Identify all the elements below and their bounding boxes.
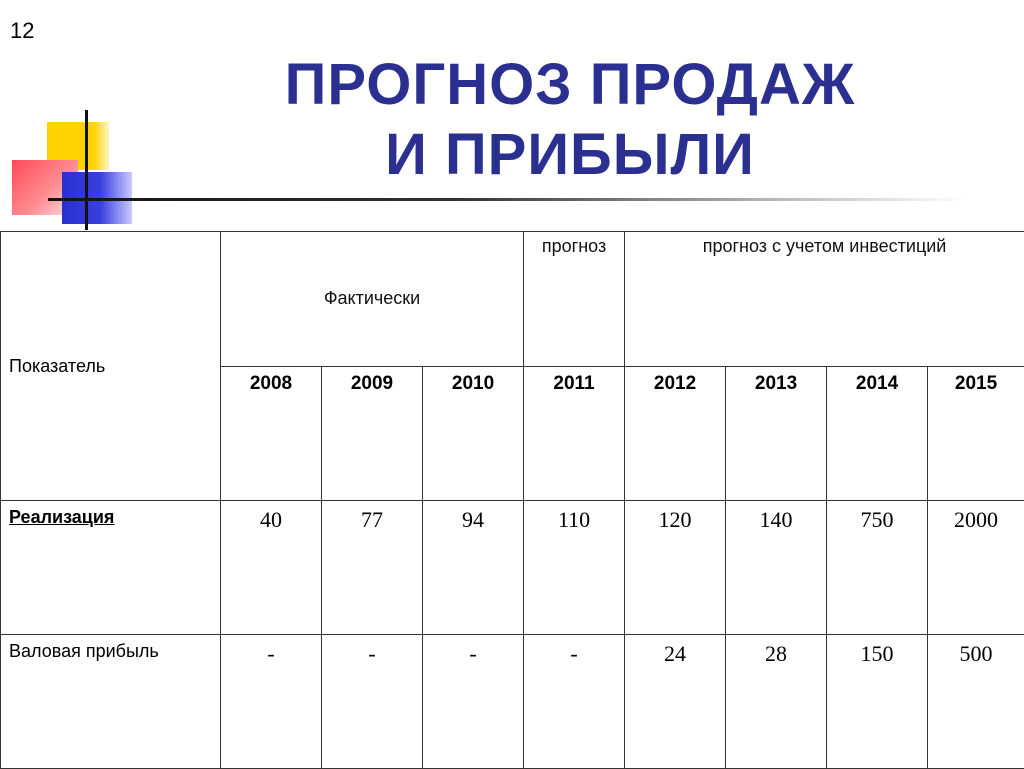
title-line-2: И ПРИБЫЛИ <box>240 120 900 190</box>
year-header: 2015 <box>928 367 1024 501</box>
row-label-text: Реализация <box>9 507 114 527</box>
year-header: 2009 <box>322 367 423 501</box>
table-cell: 94 <box>423 501 524 635</box>
year-header: 2008 <box>221 367 322 501</box>
table-cell: 2000 <box>928 501 1024 635</box>
group-forecast-invest-label: прогноз с учетом инвестиций <box>625 232 1024 257</box>
table-cell: 77 <box>322 501 423 635</box>
vertical-rule <box>85 110 88 230</box>
table-cell: 750 <box>827 501 928 635</box>
title-line-1: ПРОГНОЗ ПРОДАЖ <box>240 50 900 120</box>
year-header: 2011 <box>524 367 625 501</box>
group-forecast-label: прогноз <box>524 232 624 257</box>
page-title <box>240 50 900 190</box>
year-header: 2013 <box>726 367 827 501</box>
table-cell: 500 <box>928 635 1024 769</box>
table-cell: 40 <box>221 501 322 635</box>
row-header-label: Показатель <box>1 232 220 377</box>
slide-number: 12 <box>10 18 34 44</box>
table-row <box>1 501 1024 635</box>
group-forecast-cell <box>524 232 625 367</box>
table-cell: 150 <box>827 635 928 769</box>
table-cell: 24 <box>625 635 726 769</box>
forecast-table <box>0 231 1024 769</box>
year-header: 2010 <box>423 367 524 501</box>
table-cell: - <box>221 635 322 769</box>
table-cell: - <box>524 635 625 769</box>
row-header-cell <box>1 232 221 501</box>
row-label-gross-profit: Валовая прибыль <box>1 635 221 769</box>
group-forecast-invest-cell <box>625 232 1024 367</box>
table-cell: 120 <box>625 501 726 635</box>
table-cell: 110 <box>524 501 625 635</box>
row-label-sales <box>1 501 221 635</box>
table-row <box>1 635 1024 769</box>
group-actual-label: Фактически <box>221 232 523 309</box>
table-cell: 28 <box>726 635 827 769</box>
year-header: 2014 <box>827 367 928 501</box>
table-cell: - <box>423 635 524 769</box>
group-actual-cell <box>221 232 524 367</box>
table-cell: - <box>322 635 423 769</box>
horizontal-rule <box>48 198 968 201</box>
year-header: 2012 <box>625 367 726 501</box>
table-cell: 140 <box>726 501 827 635</box>
